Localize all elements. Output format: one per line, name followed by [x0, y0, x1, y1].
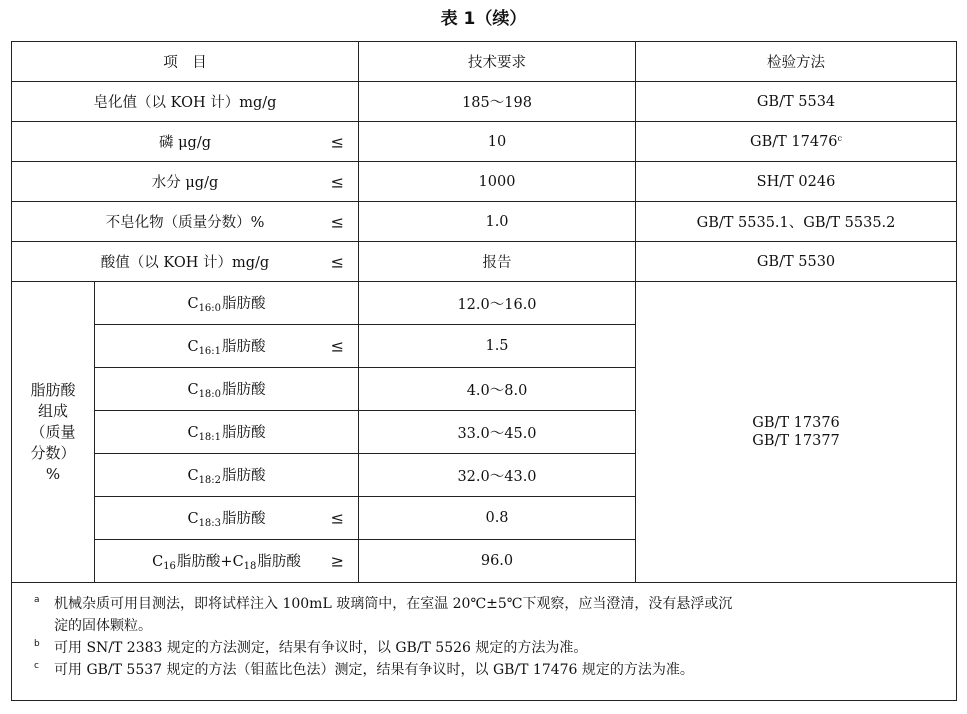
- row-requirement: 报告: [359, 242, 636, 282]
- carbon-subscript: 16:1: [198, 346, 222, 357]
- header-item-label: 项 目: [163, 55, 207, 71]
- carbon-symbol: C: [152, 554, 164, 570]
- header-requirement: [359, 42, 636, 82]
- row-item-label: 磷 μg/g: [159, 135, 211, 151]
- row-method-label: GB/T 17476: [749, 133, 838, 150]
- row-item-label: [152, 550, 301, 572]
- table-row: [12, 162, 957, 202]
- table-title: 表 1（续）: [440, 9, 527, 29]
- row-requirement: 1000: [359, 162, 636, 202]
- row-item-label: 不皂化物（质量分数）%: [105, 215, 265, 231]
- acid-suffix: 脂肪酸: [222, 511, 266, 527]
- table-row: [12, 122, 957, 162]
- group-label-line: （质量: [30, 422, 76, 441]
- footnote-line: 淀的固体颗粒。: [54, 618, 152, 634]
- carbon-subscript: 16: [163, 561, 176, 572]
- header-method-label: 检验方法: [767, 55, 825, 71]
- row-operator: ≥: [330, 551, 344, 571]
- row-item-label: [187, 464, 265, 486]
- table-row: [12, 282, 957, 325]
- row-operator: ≤: [330, 212, 344, 231]
- row-requirement: 1.5: [359, 325, 636, 368]
- footnote-ref: c: [837, 133, 842, 143]
- row-requirement: 96.0: [359, 540, 636, 583]
- row-item: [12, 242, 359, 282]
- row-item-label: [187, 378, 265, 400]
- row-item-label: [187, 335, 265, 357]
- row-item: [12, 122, 359, 162]
- footnote-mark: c: [34, 661, 39, 671]
- carbon-subscript: 18:2: [198, 475, 222, 486]
- footnote-c: [34, 659, 942, 681]
- row-operator: ≤: [330, 336, 344, 356]
- row-item-label: 酸值（以 KOH 计）mg/g: [100, 255, 270, 271]
- footnote-mark: b: [34, 639, 40, 649]
- row-item: [95, 540, 359, 583]
- method-line: GB/T 17377: [752, 433, 840, 449]
- footnote-a: [34, 593, 942, 637]
- header-row: [12, 42, 957, 82]
- carbon-subscript: 18: [243, 561, 257, 572]
- carbon-symbol: C: [187, 468, 199, 484]
- row-requirement: 12.0～16.0: [359, 282, 636, 325]
- acid-suffix: 脂肪酸: [257, 554, 301, 570]
- row-requirement: 32.0～43.0: [359, 454, 636, 497]
- footnote-line: 可用 SN/T 2383 规定的方法测定，结果有争议时，以 GB/T 5526 规定的方法为准。: [54, 640, 588, 656]
- carbon-subscript: 18:3: [198, 518, 222, 529]
- row-item-label: 皂化值（以 KOH 计）mg/g: [93, 95, 277, 111]
- row-item: [95, 497, 359, 540]
- table-row: [12, 82, 957, 122]
- row-requirement: 33.0～45.0: [359, 411, 636, 454]
- row-operator: ≤: [330, 508, 344, 528]
- header-method: [636, 42, 957, 82]
- row-method: GB/T 5530: [636, 242, 957, 282]
- acid-suffix: 脂肪酸: [222, 339, 266, 355]
- row-item-label: [187, 292, 265, 314]
- group-label-line: 脂肪酸: [30, 380, 76, 399]
- row-item: [95, 368, 359, 411]
- row-requirement: 185～198: [359, 82, 636, 122]
- row-item: [95, 282, 359, 325]
- row-item: [12, 202, 359, 242]
- row-item: [95, 325, 359, 368]
- acid-suffix: 脂肪酸: [222, 382, 266, 398]
- footnotes: [12, 583, 957, 701]
- table-row: [12, 202, 957, 242]
- row-item: [95, 411, 359, 454]
- row-method: [636, 122, 957, 162]
- group-label-line: 分数）: [30, 443, 76, 462]
- row-method: SH/T 0246: [636, 162, 957, 202]
- group-label-line: 组成: [37, 401, 68, 420]
- header-requirement-label: 技术要求: [468, 55, 526, 71]
- row-item: [12, 162, 359, 202]
- row-item-label: [187, 421, 265, 443]
- method-line: GB/T 17376: [752, 415, 840, 431]
- footnote-b: [34, 637, 942, 659]
- acid-suffix: 脂肪酸: [222, 296, 266, 312]
- carbon-symbol: C: [187, 425, 199, 441]
- carbon-symbol: C: [187, 511, 199, 527]
- carbon-subscript: 18:0: [198, 389, 222, 400]
- row-requirement: 1.0: [359, 202, 636, 242]
- row-operator: ≤: [330, 132, 344, 151]
- row-requirement: 10: [359, 122, 636, 162]
- header-item: [12, 42, 359, 82]
- footnote-mark: a: [34, 595, 40, 605]
- row-item: [95, 454, 359, 497]
- row-operator: ≤: [330, 172, 344, 191]
- fatty-acid-method: [636, 282, 957, 583]
- carbon-subscript: 18:1: [198, 432, 222, 443]
- row-item-label: 水分 μg/g: [151, 175, 219, 191]
- row-item-label: [187, 507, 265, 529]
- spec-table: [11, 41, 957, 701]
- row-method: GB/T 5534: [636, 82, 957, 122]
- row-requirement: 4.0～8.0: [359, 368, 636, 411]
- carbon-symbol: C: [187, 339, 199, 355]
- fatty-acid-group-label: [12, 282, 95, 583]
- footnote-line: 可用 GB/T 5537 规定的方法（钼蓝比色法）测定，结果有争议时，以 GB/T 17476 规定的方法为准。: [54, 662, 694, 678]
- row-method: GB/T 5535.1、GB/T 5535.2: [636, 202, 957, 242]
- table-row: [12, 242, 957, 282]
- carbon-subscript: 16:0: [198, 303, 222, 314]
- acid-suffix: 脂肪酸: [222, 468, 266, 484]
- notes-row: [12, 583, 957, 701]
- carbon-symbol: C: [187, 382, 199, 398]
- row-operator: ≤: [330, 252, 344, 271]
- footnote-line: 机械杂质可用目测法，即将试样注入 100mL 玻璃筒中，在室温 20℃±5℃下观察，应当澄清，没有悬浮或沉: [54, 596, 733, 612]
- row-requirement: 0.8: [359, 497, 636, 540]
- group-label-line: %: [45, 464, 61, 483]
- row-item: [12, 82, 359, 122]
- sum-mid: 脂肪酸+C: [176, 554, 244, 570]
- carbon-symbol: C: [187, 296, 199, 312]
- acid-suffix: 脂肪酸: [222, 425, 266, 441]
